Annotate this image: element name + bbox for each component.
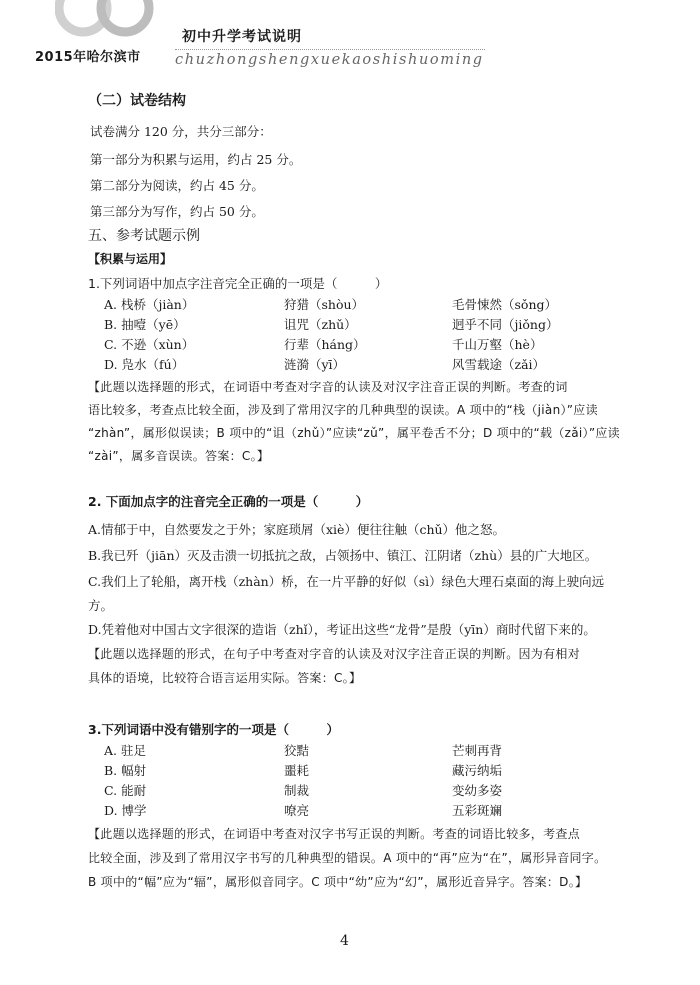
q1-option-d-3: 风雪载途（zǎi） — [452, 357, 546, 372]
q3-option-a-2: 狡黠 — [284, 743, 310, 758]
q1-option-d-2: 涟漪（yī） — [284, 357, 346, 372]
q1-option-c-2: 行辈（háng） — [284, 337, 366, 352]
q1-explanation-line: 语比较多，考查点比较全面，涉及到了常用汉字的几种典型的误读。A 项中的“栈（jiàn）”应读 — [88, 403, 598, 417]
q1-explanation-line: “zhàn”，属形似误读；B 项中的“诅（zhǔ）”应读“zǔ”，属平卷舌不分；D 项中的“载（zǎi）”应读 — [88, 426, 620, 440]
q2-explanation-line: 具体的语境，比较符合语言运用实际。答案：C。】 — [88, 671, 362, 685]
q1-option-b-1: B. 抽噎（yē） — [104, 317, 186, 332]
header-divider — [175, 49, 485, 50]
q1-explanation-line: “zài”，属多音误读。答案：C。】 — [88, 449, 270, 463]
examples-heading: 五、参考试题示例 — [88, 228, 200, 244]
structure-line: 试卷满分 120 分，共分三部分： — [90, 124, 272, 139]
q1-option-b-3: 迥乎不同（jiǒng） — [452, 317, 559, 332]
logo-rings-icon — [55, 0, 165, 50]
q3-explanation-line: B 项中的“幅”应为“辐”，属形似音同字。C 项中“幼”应为“幻”，属形近音异字。答案：D。】 — [88, 875, 588, 889]
q1-option-c-3: 千山万壑（hè） — [452, 337, 543, 352]
q1-option-a-3: 毛骨悚然（sǒng） — [452, 297, 557, 312]
header-title: 初中升学考试说明 — [182, 29, 302, 45]
q1-option-b-2: 诅咒（zhǔ） — [284, 317, 357, 332]
q3-option-a-3: 芒刺再背 — [452, 743, 503, 758]
q3-option-a-1: A. 驻足 — [104, 743, 146, 758]
q3-stem: 3.下列词语中没有错别字的一项是（ ） — [88, 722, 339, 737]
q1-option-c-1: C. 不逊（xùn） — [104, 337, 195, 352]
q3-option-d-1: D. 博学 — [104, 803, 147, 818]
q2-stem: 2. 下面加点字的注音完全正确的一项是（ ） — [88, 494, 369, 509]
q2-option: 方。 — [88, 598, 114, 613]
header-year-city: 2015年哈尔滨市 — [35, 50, 141, 65]
q3-option-c-3: 变幼多姿 — [452, 783, 503, 798]
structure-line: 第三部分为写作，约占 50 分。 — [90, 204, 264, 219]
category-tag: 【积累与运用】 — [88, 252, 173, 266]
q2-option: A.情郁于中，自然要发之于外；家庭琐屑（xiè）便往往触（chǔ）他之怒。 — [88, 522, 506, 537]
structure-line: 第一部分为积累与运用，约占 25 分。 — [90, 152, 302, 167]
page-number: 4 — [340, 933, 349, 949]
q3-option-b-3: 藏污纳垢 — [452, 763, 503, 778]
q2-option: C.我们上了轮船，离开栈（zhàn）桥，在一片平静的好似（sì）绿色大理石桌面的海上驶向远 — [88, 574, 605, 589]
q2-option: B.我已歼（jiān）灭及击溃一切抵抗之敌，占领扬中、镇江、江阴诸（zhù）县的广大地区。 — [88, 548, 598, 563]
q2-option: D.凭着他对中国古文字很深的造诣（zhǐ），考证出这些“龙骨”是殷（yīn）商时代留下来的。 — [88, 622, 596, 637]
q1-option-d-1: D. 凫水（fú） — [104, 357, 185, 372]
q3-option-c-1: C. 能耐 — [104, 783, 147, 798]
q3-option-d-3: 五彩斑斓 — [452, 803, 503, 818]
header-pinyin: chuzhongshengxuekaoshishuoming — [175, 52, 484, 68]
structure-heading: （二）试卷结构 — [88, 93, 186, 109]
q1-option-a-2: 狩猎（shòu） — [284, 297, 365, 312]
q3-option-b-1: B. 幅射 — [104, 763, 147, 778]
q1-stem: 1.下列词语中加点字注音完全正确的一项是（ ） — [88, 276, 388, 291]
structure-line: 第二部分为阅读，约占 45 分。 — [90, 178, 264, 193]
q3-explanation-line: 【此题以选择题的形式，在词语中考查对汉字书写正误的判断。考查的词语比较多，考查点 — [88, 827, 581, 841]
q3-option-b-2: 噩耗 — [284, 763, 310, 778]
q2-explanation-line: 【此题以选择题的形式，在句子中考查对字音的认读及对汉字注音正误的判断。因为有相对 — [88, 647, 581, 661]
q3-explanation-line: 比较全面，涉及到了常用汉字书写的几种典型的错误。A 项中的“再”应为“在”，属形异音同字。 — [88, 851, 607, 865]
q3-option-c-2: 制裁 — [284, 783, 310, 798]
q1-explanation-line: 【此题以选择题的形式，在词语中考查对字音的认读及对汉字注音正误的判断。考查的词 — [88, 380, 568, 394]
q3-option-d-2: 嘹亮 — [284, 803, 310, 818]
q1-option-a-1: A. 栈桥（jiàn） — [104, 297, 195, 312]
